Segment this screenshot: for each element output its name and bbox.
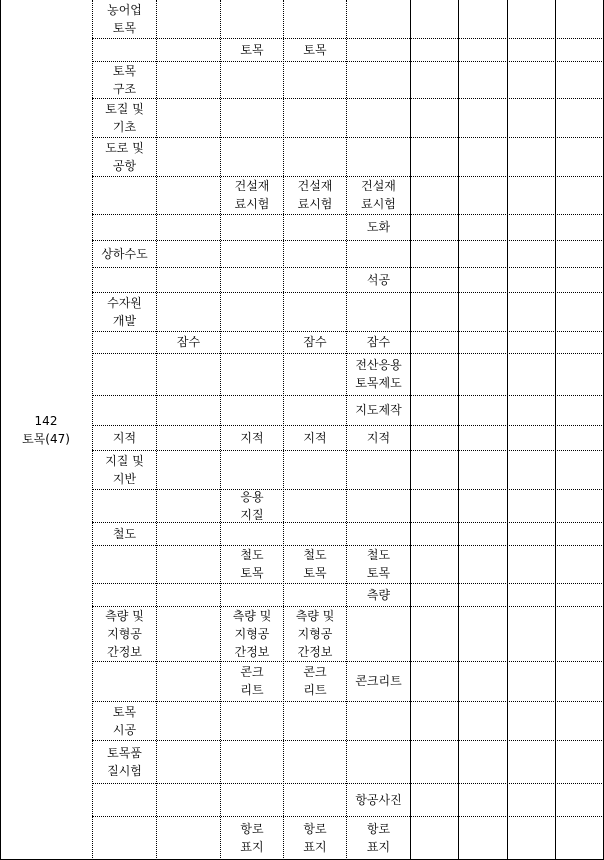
grade-cell-c2: 철도 토목 [240, 548, 264, 580]
field-cell [93, 38, 156, 61]
grade-cell-c3 [284, 522, 346, 545]
grade-cell-c1 [157, 522, 220, 545]
grade-cell-c3 [284, 489, 346, 522]
grade-cell-c4 [347, 98, 410, 137]
field-cell: 수자원 개발 [107, 295, 142, 328]
grade-cell-c3: 건설재 료시험 [297, 179, 333, 211]
field-cell [93, 489, 156, 522]
grade-cell-c3 [284, 137, 346, 176]
grade-cell-c4 [347, 606, 410, 661]
category-name: 토목(47) [22, 432, 70, 446]
field-cell [93, 395, 156, 425]
grade-cell-c3 [284, 240, 346, 267]
grade-cell-c4: 석공 [366, 272, 391, 287]
grade-cell-c2 [221, 137, 283, 176]
grade-cell-c1 [157, 137, 220, 176]
grade-cell-c4 [347, 740, 410, 783]
grade-cell-c3: 지적 [303, 430, 327, 445]
grade-cell-c3 [284, 450, 346, 489]
grade-cell-c2 [221, 214, 283, 240]
grade-cell-c3: 잠수 [303, 335, 327, 349]
grade-cell-c1 [157, 489, 220, 522]
grade-cell-c1 [157, 38, 220, 61]
grade-cell-c4 [347, 240, 410, 267]
grade-cell-c3 [284, 214, 346, 240]
grade-cell-c2: 응용 지질 [240, 489, 264, 522]
grade-cell-c3 [284, 267, 346, 292]
field-cell: 상하수도 [101, 246, 148, 261]
grade-cell-c1: 잠수 [176, 335, 201, 349]
grade-cell-c1 [157, 61, 220, 98]
grade-cell-c1 [157, 267, 220, 292]
grade-cell-c4: 잠수 [366, 335, 391, 349]
grade-cell-c1 [157, 0, 220, 38]
field-cell: 토목 구조 [112, 63, 137, 96]
grade-cell-c2 [221, 61, 283, 98]
grade-cell-c1 [157, 240, 220, 267]
field-cell: 토목 시공 [112, 704, 137, 737]
grade-cell-c2 [221, 522, 283, 545]
grade-cell-c2 [221, 292, 283, 331]
column-line [458, 0, 459, 860]
field-cell: 토목품 질시험 [107, 745, 142, 778]
grade-cell-c3 [284, 292, 346, 331]
grade-cell-c4: 항로 표지 [366, 822, 391, 854]
grade-cell-c1 [157, 176, 220, 214]
grade-cell-c4: 건설재 료시험 [361, 179, 396, 211]
grade-cell-c4 [347, 701, 410, 740]
grade-cell-c4 [347, 522, 410, 545]
grade-cell-c3 [284, 353, 346, 395]
grade-cell-c3: 토목 [303, 42, 327, 57]
grade-cell-c1 [157, 606, 220, 661]
grade-cell-c3 [284, 61, 346, 98]
grade-cell-c2: 측량 및 지형공 간정보 [232, 608, 272, 659]
grade-cell-c1 [157, 395, 220, 425]
grade-cell-c2 [221, 783, 283, 816]
field-cell [93, 816, 156, 860]
grade-cell-c1 [157, 292, 220, 331]
grade-cell-c4 [347, 292, 410, 331]
grade-cell-c4: 철도 토목 [366, 548, 391, 580]
field-cell [93, 545, 156, 583]
grade-cell-c3 [284, 583, 346, 606]
grade-cell-c2: 토목 [240, 42, 264, 57]
grade-cell-c4: 지적 [366, 430, 391, 445]
grade-cell-c4: 측량 [366, 587, 391, 602]
category-cell [0, 0, 92, 860]
grade-cell-c2 [221, 701, 283, 740]
field-cell [93, 214, 156, 240]
field-cell [93, 353, 156, 395]
grade-cell-c4 [347, 0, 410, 38]
grade-cell-c3 [284, 395, 346, 425]
grade-cell-c1 [157, 214, 220, 240]
column-line [507, 0, 508, 860]
field-cell [93, 331, 156, 353]
field-cell [93, 661, 156, 701]
grade-cell-c4 [347, 38, 410, 61]
grade-cell-c3: 철도 토목 [303, 548, 327, 580]
grade-cell-c2: 콘크 리트 [240, 665, 264, 697]
grade-cell-c2 [221, 395, 283, 425]
grade-cell-c2 [221, 583, 283, 606]
field-cell [93, 583, 156, 606]
field-cell: 철도 [112, 526, 137, 541]
grade-cell-c1 [157, 545, 220, 583]
column-line [555, 0, 556, 860]
grade-cell-c1 [157, 450, 220, 489]
grade-cell-c4: 항공사진 [355, 792, 402, 807]
grade-cell-c2 [221, 331, 283, 353]
grade-cell-c2 [221, 450, 283, 489]
grade-cell-c2: 건설재 료시험 [234, 179, 270, 211]
grade-cell-c1 [157, 583, 220, 606]
grade-cell-c4: 전산응용 토목제도 [355, 358, 402, 390]
grade-cell-c1 [157, 740, 220, 783]
grade-cell-c3 [284, 783, 346, 816]
field-cell: 지적 [112, 430, 137, 445]
field-cell: 도로 및 공항 [105, 140, 144, 173]
grade-cell-c1 [157, 98, 220, 137]
field-cell: 측량 및 지형공 간정보 [105, 608, 144, 659]
grade-cell-c2 [221, 740, 283, 783]
grade-cell-c3 [284, 98, 346, 137]
grade-cell-c4: 도화 [366, 220, 391, 234]
grade-cell-c2 [221, 267, 283, 292]
grade-cell-c3 [284, 701, 346, 740]
category-number: 142 [34, 414, 58, 428]
field-cell: 토질 및 기초 [105, 101, 144, 134]
grade-cell-c4 [347, 137, 410, 176]
grade-cell-c2: 항로 표지 [240, 822, 264, 854]
grade-cell-c1 [157, 701, 220, 740]
grade-cell-c1 [157, 816, 220, 860]
grade-cell-c2 [221, 353, 283, 395]
grade-cell-c4: 콘크리트 [355, 674, 402, 688]
grade-cell-c1 [157, 661, 220, 701]
field-cell [93, 783, 156, 816]
grade-cell-c2: 지적 [240, 430, 264, 445]
grade-cell-c2 [221, 0, 283, 38]
grade-cell-c3 [284, 740, 346, 783]
field-cell: 지질 및 지반 [105, 453, 144, 486]
grade-cell-c1 [157, 783, 220, 816]
grade-cell-c4: 지도제작 [355, 403, 402, 417]
grade-cell-c2 [221, 240, 283, 267]
field-cell: 농어업 토목 [107, 3, 142, 35]
grade-cell-c3: 측량 및 지형공 간정보 [295, 608, 335, 659]
column-line [410, 0, 411, 860]
grade-cell-c3 [284, 0, 346, 38]
grade-cell-c4 [347, 450, 410, 489]
grade-cell-c3: 항로 표지 [303, 822, 327, 854]
grade-cell-c4 [347, 489, 410, 522]
grade-cell-c1 [157, 353, 220, 395]
grade-cell-c3: 콘크 리트 [303, 665, 327, 697]
grade-cell-c1 [157, 425, 220, 450]
grade-cell-c4 [347, 61, 410, 98]
grade-cell-c2 [221, 98, 283, 137]
field-cell [93, 267, 156, 292]
field-cell [93, 176, 156, 214]
